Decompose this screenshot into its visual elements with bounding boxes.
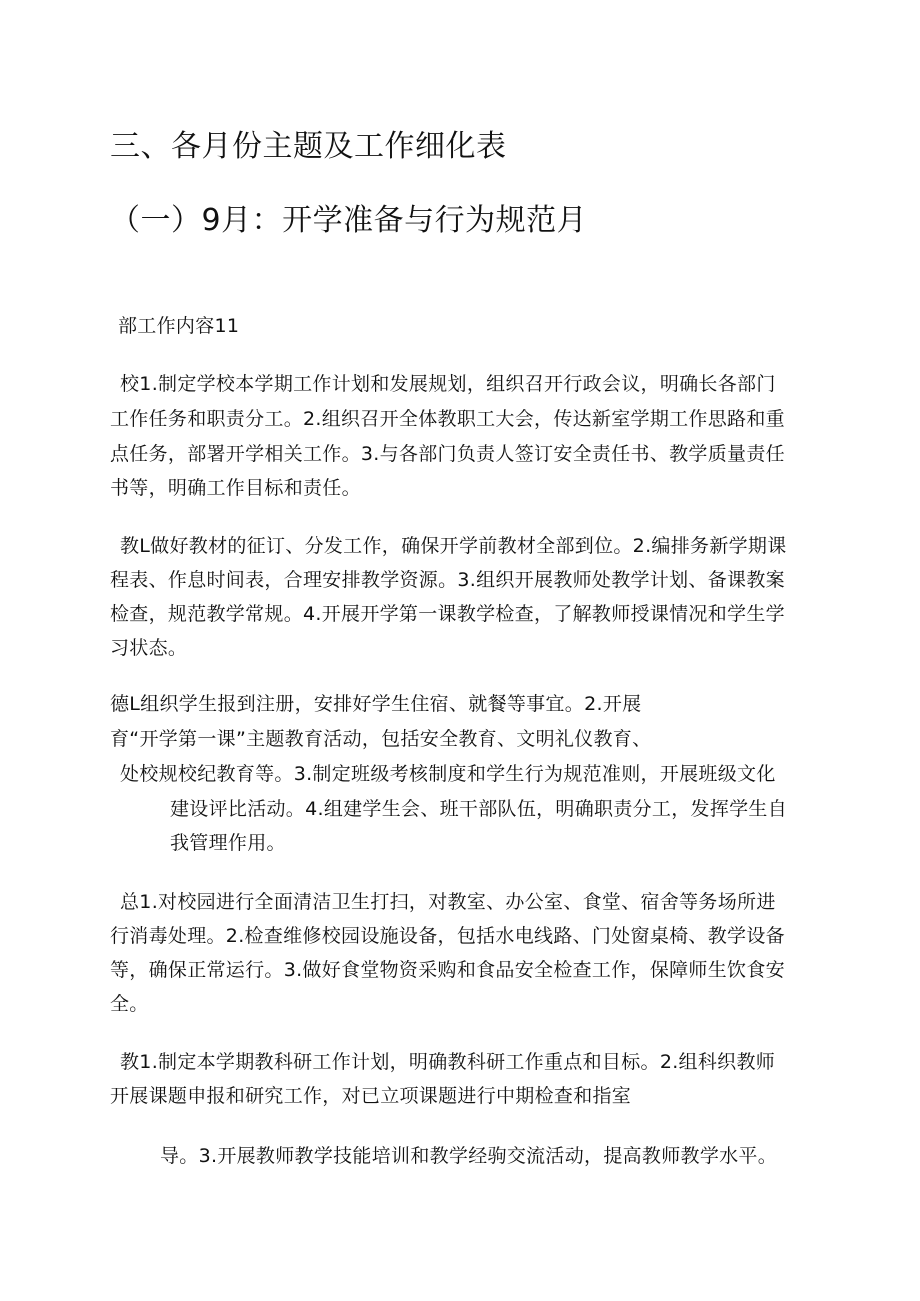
main-heading: 三、各月份主题及工作细化表 [110,129,507,164]
text-line: 导。3.开展教师教学技能培训和教学经驹交流活动，提高教师教学水平。 [160,1145,778,1167]
text-line: 教L做好教材的征订、分发工作，确保开学前教材全部到位。2.编排务新学期课 [120,535,787,557]
text-line: 总1.对校园进行全面清洁卫生打扫，对教室、办公室、食堂、宿舍等务场所进 [120,891,776,913]
text-line: 行消毒处理。2.检查维修校园设施设备，包括水电线路、门处窗桌椅、教学设备 [110,925,785,947]
text-line: 检查，规范教学常规。4.开展开学第一课教学检查，了解教师授课情况和学生学 [110,603,785,625]
text-line: 工作任务和职责分工。2.组织召开全体教职工大会，传达新室学期工作思路和重 [110,408,785,430]
text-line: 德L组织学生报到注册，安排好学生住宿、就餐等事宜。2.开展 [110,693,642,715]
table-header: 部工作内容11 [118,315,240,337]
text-line: 程表、作息时间表，合理安排教学资源。3.组织开展教师处教学计划、备课教案 [110,569,785,591]
text-line: 等，确保正常运行。3.做好食堂物资采购和食品安全检查工作，保障师生饮食安 [110,959,785,981]
text-line: 处校规校纪教育等。3.制定班级考核制度和学生行为规范准则，开展班级文化 [120,763,776,785]
text-line: 建设评比活动。4.组建学生会、班干部队伍，明确职责分工，发挥学生自 [170,798,788,820]
text-line: 育“开学第一课”主题教育活动，包括安全教育、文明礼仪教育、 [110,728,652,750]
text-line: 点任务，部署开学相关工作。3.与各部门负责人签订安全责任书、教学质量责任 [110,443,785,465]
text-line: 教1.制定本学期教科研工作计划，明确教科研工作重点和目标。2.组科织教师 [120,1051,776,1073]
text-line: 习状态。 [110,637,188,659]
sub-heading: （一）9月：开学准备与行为规范月 [110,203,588,238]
text-line: 开展课题申报和研究工作，对已立项课题进行中期检查和指室 [110,1085,632,1107]
text-line: 校1.制定学校本学期工作计划和发展规划，组织召开行政会议，明确长各部门 [120,373,776,395]
text-line: 我管理作用。 [170,832,286,854]
text-line: 书等，明确工作目标和责任。 [110,477,361,499]
text-line: 全。 [110,993,149,1015]
